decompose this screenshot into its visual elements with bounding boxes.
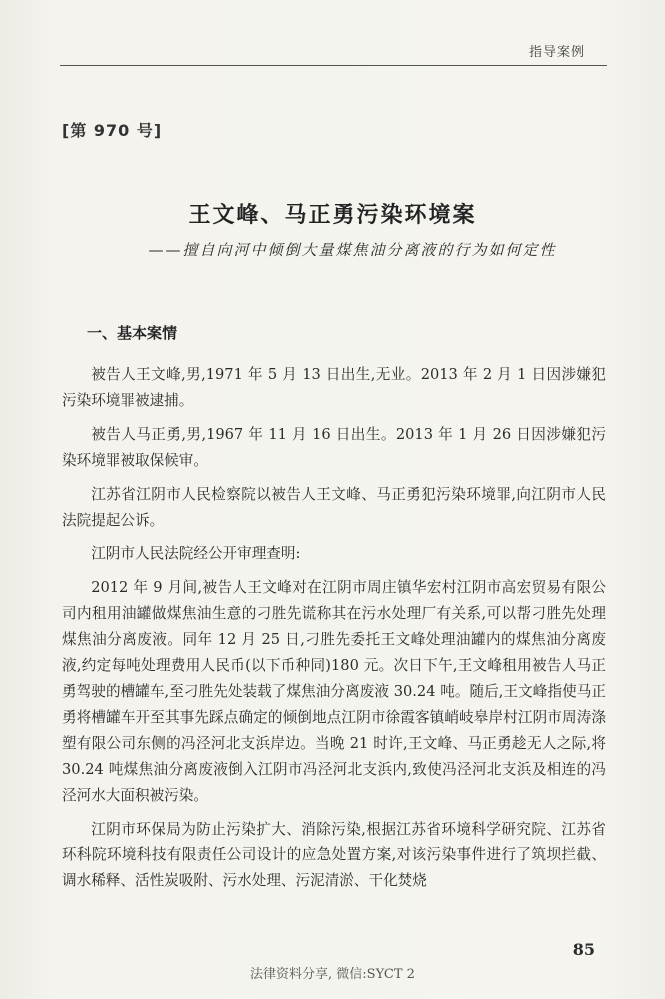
paragraph: 被告人马正勇,男,1967 年 11 月 16 日出生。2013 年 1 月 26 日因涉嫌犯污染环境罪被取保候审。 [62,425,606,469]
case-title: 王文峰、马正勇污染环境案 [188,203,477,228]
watermark-text: 法律资料分享, 微信:SYCT 2 [250,967,415,982]
paragraph: 江苏省江阴市人民检察院以被告人王文峰、马正勇犯污染环境罪,向江阴市人民法院提起公诉。 [62,485,606,529]
paragraph: 江阴市环保局为防止污染扩大、消除污染,根据江苏省环境科学研究院、江苏省环科院环境科技有限责任公司设计的应急处置方案,对该污染事件进行了筑坝拦截、调水稀释、活性炭吸附、污水处理、污泥清淤、干化焚烧 [62,820,606,890]
paragraph: 被告人王文峰,男,1971 年 5 月 13 日出生,无业。2013 年 2 月 1 日因涉嫌犯污染环境罪被逮捕。 [62,366,606,409]
running-header: 指导案例 [528,45,585,60]
body-text [62,362,606,902]
header-divider [60,65,607,66]
case-subtitle: ——擅自向河中倾倒大量煤焦油分离液的行为如何定性 [148,241,557,259]
paragraph: 江阴市人民法院经公开审理查明: [91,545,301,563]
page-number: 85 [572,940,595,959]
paragraph: 2012 年 9 月间,被告人王文峰对在江阴市周庄镇华宏村江阴市高宏贸易有限公司内租用油罐做煤焦油生意的刁胜先谎称其在污水处理厂有关系,可以帮刁胜先处理煤焦油分离废液。同年 12 月 25 日,刁胜先委托王文峰处理油罐内的煤焦油分离废液,约定每吨处理费用人民币(以下币种同)180 元。次日下午,王文峰租用被告人马正勇驾驶的槽罐车,至刁胜先处装载了煤焦油分离废液 30.24 吨。随后,王文峰指使马正勇将槽罐车开至其事先踩点确定的倾倒地点江阴市徐霞客镇峭岐皋岸村江阴市周涛涤塑有限公司东侧的冯泾河北支浜岸边。当晚 21 时许,王文峰、马正勇趁无人之际,将 30.24 吨煤焦油分离废液倒入江阴市冯泾河北支浜内,致使冯泾河北支浜及相连的冯泾河水大面积被污染。 [62,579,606,804]
section-heading: 一、基本案情 [87,324,178,342]
case-number: [第 970 号] [62,121,163,140]
